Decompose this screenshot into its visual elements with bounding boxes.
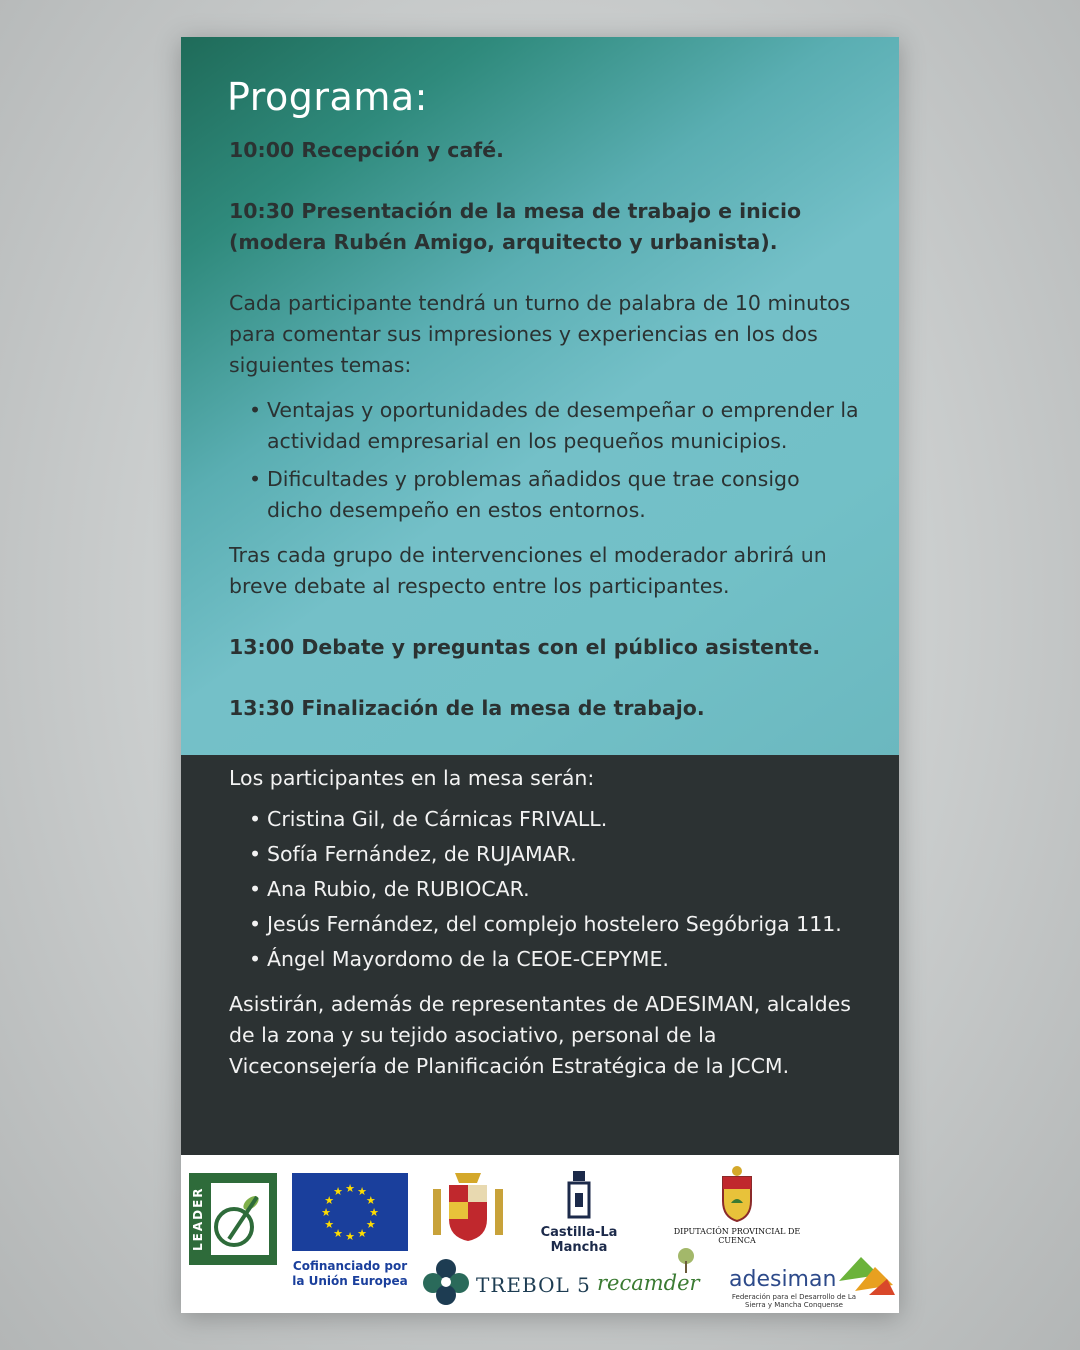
event-card	[181, 37, 899, 1313]
spain-coat-of-arms-icon	[429, 1169, 507, 1251]
leader-logo-text: LEADER	[191, 1186, 205, 1252]
eu-star-icon: ★	[333, 1226, 343, 1240]
list-item: • Jesús Fernández, del complejo hostelero Segóbriga 111.	[249, 909, 859, 940]
eu-caption: Cofinanciado por la Unión Europea	[292, 1259, 408, 1288]
participants-list	[229, 804, 859, 975]
eu-star-icon: ★	[324, 1218, 335, 1231]
list-item: • Dificultades y problemas añadidos que trae consigo dicho desempeño en estos entornos.	[249, 464, 859, 526]
eu-star-icon: ★	[357, 1185, 367, 1199]
eu-star-icon: ★	[365, 1218, 376, 1231]
eu-star-icon: ★	[333, 1185, 343, 1199]
eu-stars-icon	[292, 1173, 408, 1251]
program-intro: Cada participante tendrá un turno de palabra de 10 minutos para comentar sus impresiones y experiencias en los dos siguientes temas:	[229, 291, 851, 377]
eu-star-icon: ★	[345, 1182, 355, 1195]
castilla-la-mancha-logo	[517, 1169, 641, 1255]
eu-star-icon: ★	[345, 1230, 355, 1243]
list-item: • Ángel Mayordomo de la CEOE-CEPYME.	[249, 944, 859, 975]
participants-section	[181, 755, 899, 1155]
list-item: • Ana Rubio, de RUBIOCAR.	[249, 874, 859, 905]
schedule-item-1000: 10:00 Recepción y café.	[229, 138, 504, 162]
attendees-note: Asistirán, además de representantes de ADESIMAN, alcaldes de la zona y su tejido asociativo, personal de la Viceconsejería de Planificación Estratégica de la JCCM.	[229, 992, 851, 1078]
schedule-item-1300: 13:00 Debate y preguntas con el público asistente.	[229, 635, 821, 659]
eu-star-icon: ★	[365, 1194, 376, 1207]
debate-note: Tras cada grupo de intervenciones el moderador abrirá un breve debate al respecto entre los participantes.	[229, 543, 827, 598]
castle-icon	[559, 1169, 599, 1221]
adesiman-subtitle: Federación para el Desarrollo de La Sierra y Mancha Conquense	[731, 1293, 857, 1309]
program-content	[229, 135, 859, 724]
diputacion-shield-icon	[717, 1165, 757, 1223]
leader-emblem-icon	[189, 1173, 277, 1265]
list-item: • Sofía Fernández, de RUJAMAR.	[249, 839, 859, 870]
program-section	[181, 37, 899, 755]
sponsor-logos	[181, 1155, 899, 1313]
list-item: • Ventajas y oportunidades de desempeñar o emprender la actividad empresarial en los pequeños municipios.	[249, 395, 859, 457]
diputacion-cuenca-logo	[657, 1165, 817, 1245]
eu-star-icon: ★	[369, 1206, 379, 1219]
leader-logo	[189, 1173, 277, 1265]
topics-list	[229, 395, 859, 526]
participants-heading: Los participantes en la mesa serán:	[229, 766, 595, 790]
list-item: • Cristina Gil, de Cárnicas FRIVALL.	[249, 804, 859, 835]
adesiman-logo-text: adesiman	[729, 1267, 837, 1292]
participants-content	[229, 763, 859, 1082]
castilla-la-mancha-text: Castilla-La Mancha	[540, 1225, 618, 1255]
eu-star-icon: ★	[321, 1206, 331, 1219]
recamder-logo-text: recamder	[597, 1271, 700, 1295]
schedule-item-1330: 13:30 Finalización de la mesa de trabajo.	[229, 696, 705, 720]
clover-icon	[419, 1255, 473, 1313]
eu-star-icon: ★	[324, 1194, 335, 1207]
diputacion-text: DIPUTACIÓN PROVINCIAL DE CUENCA	[673, 1227, 801, 1245]
trebol-logo-text: TREBOL 5	[476, 1273, 591, 1297]
program-title: Programa:	[227, 75, 428, 119]
eu-star-icon: ★	[357, 1226, 367, 1240]
schedule-item-1030: 10:30 Presentación de la mesa de trabajo e inicio (modera Rubén Amigo, arquitecto y urbanista).	[229, 199, 802, 254]
eu-flag	[292, 1173, 408, 1251]
